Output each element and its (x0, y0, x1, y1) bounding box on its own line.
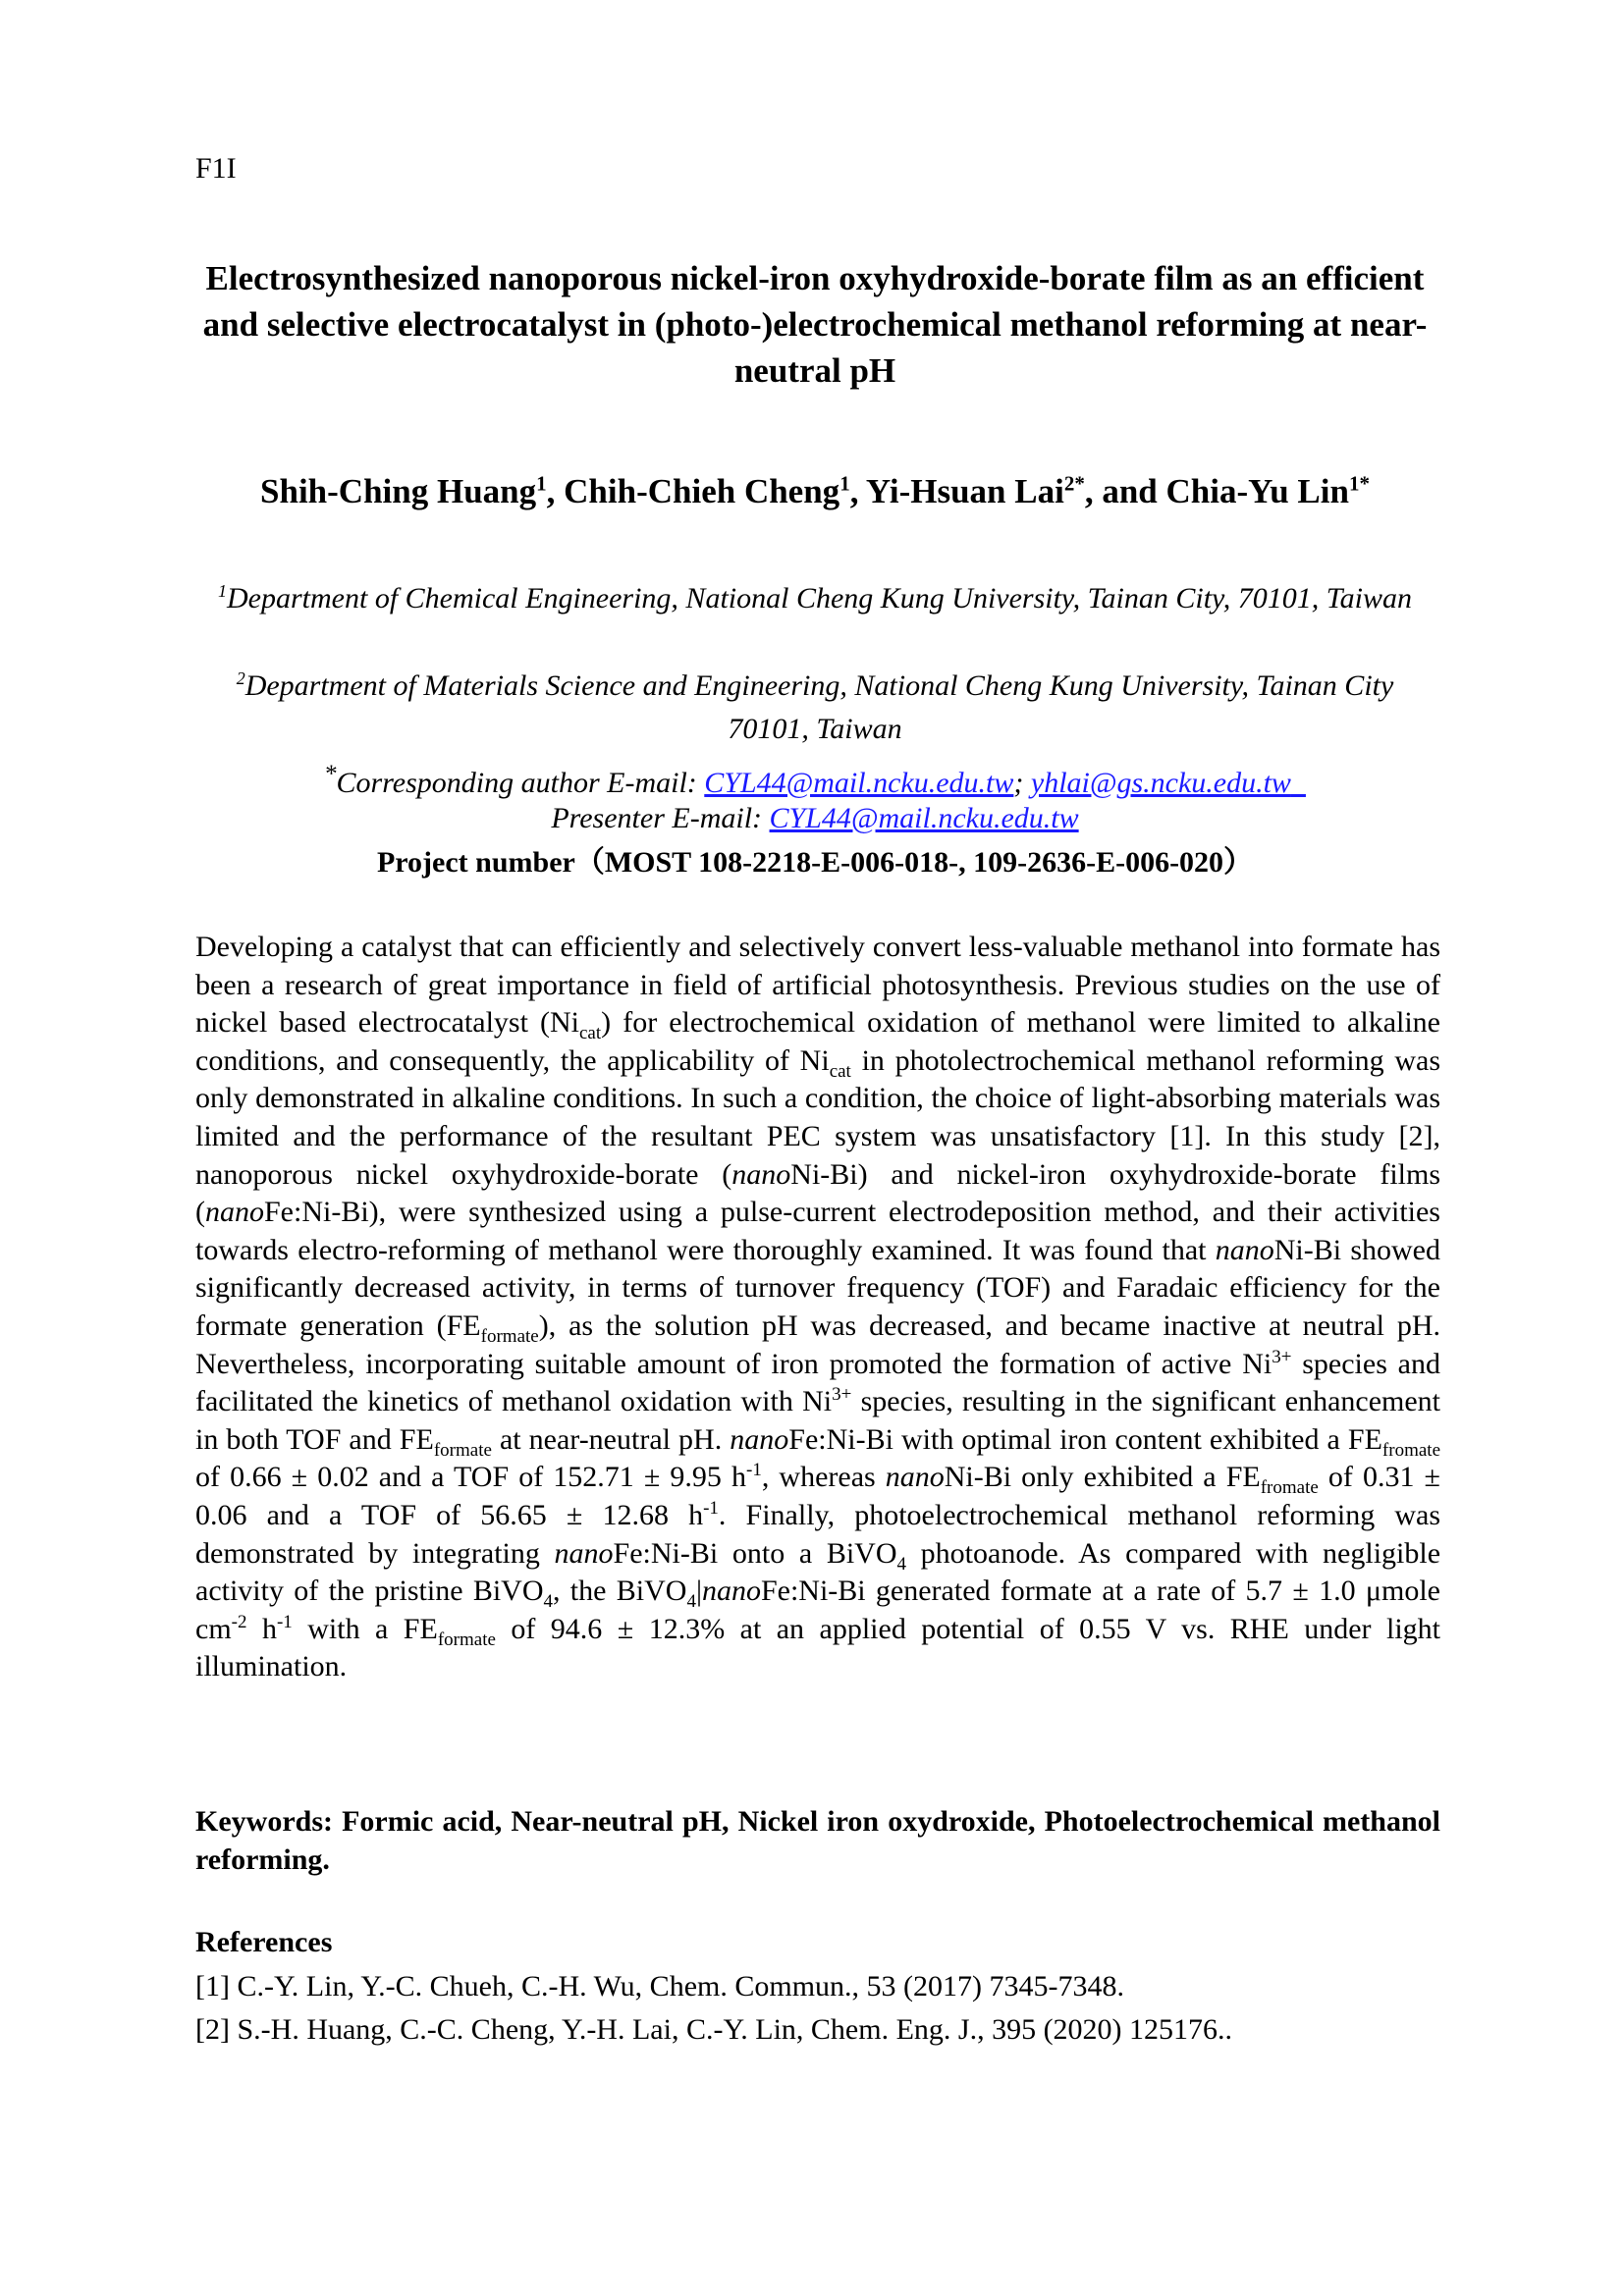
abstract-text-fragment: nano (205, 1196, 264, 1229)
abstract-text-fragment: 4 (686, 1591, 696, 1613)
abstract-text-fragment: -2 (231, 1611, 247, 1632)
presenter-email (196, 797, 1434, 840)
abstract-text-fragment: nano (731, 1157, 791, 1191)
email-link[interactable]: CYL44@mail.ncku.edu.tw (769, 802, 1079, 834)
presenter-label: Presenter E-mail: (551, 802, 770, 834)
author-name: Chih-Chieh Cheng (564, 472, 840, 510)
author-name: Yi-Hsuan Lai (865, 472, 1064, 510)
abstract-text-fragment: Ni-Bi only exhibited a FE (944, 1461, 1261, 1494)
abstract-text-fragment: Fe:Ni-Bi generated formate at a rate of 5.7 ± 1.0 μmole cm (195, 1575, 1440, 1645)
abstract-text-fragment: 3+ (1272, 1346, 1292, 1367)
project-number: Project number（MOST 108-2218-E-006-018-, 109-2636-E-006-020） (376, 846, 1254, 879)
abstract-text-fragment: ) for electrochemical oxidation of methanol were limited to alkaline conditions, and consequently, the applicability of Ni (195, 1006, 1440, 1077)
abstract-text-fragment: -1 (703, 1497, 719, 1519)
paper-title: Electrosynthesized nanoporous nickel-iron oxyhydroxide-borate film as an efficient and selective electrocatalyst in (photo-)electrochemical methanol reforming at near-neutral pH (202, 259, 1428, 390)
abstract-text-fragment: 3+ (832, 1384, 852, 1406)
email-separator: ; (1013, 767, 1031, 799)
abstract-text-fragment: -1 (276, 1611, 293, 1632)
abstract-text-fragment: at near-neutral pH. (491, 1422, 731, 1456)
abstract-text-fragment: formate (433, 1439, 492, 1461)
abstract-text-fragment: , the BiVO (553, 1575, 687, 1608)
abstract-text-fragment: Ni-Bi showed significantly decreased activity, in terms of turnover frequency (TOF) and Faradaic efficiency for the formate generation (FE (195, 1233, 1440, 1342)
abstract-text-fragment: fromate (1260, 1477, 1319, 1499)
abstract-text-fragment: . Finally, photoelectrochemical methanol reforming was demonstrated by integrating (195, 1498, 1440, 1570)
affiliation-text: Department of Chemical Engineering, National Cheng Kung University, Tainan City, 70101, Taiwan (227, 582, 1412, 614)
abstract-text-fragment: 4 (543, 1591, 553, 1613)
abstract-text-fragment: , whereas (761, 1461, 886, 1494)
affiliation-mark: 1 (218, 581, 228, 601)
abstract-text-fragment: of 94.6 ± 12.3% at an applied potential of 0.55 V vs. RHE under light illumination. (195, 1612, 1441, 1683)
author-affiliation-mark: 1 (536, 471, 547, 496)
author-name: Chia-Yu Lin (1165, 472, 1349, 510)
abstract-text-fragment: nano (554, 1536, 614, 1570)
abstract-text-fragment: formate (437, 1629, 496, 1650)
abstract-text-fragment: Fe:Ni-Bi), were synthesized using a pulse-current electrodeposition method, and their activities towards electro-reforming of methanol were thoroughly examined. It was found that (195, 1196, 1440, 1266)
affiliation-mark: 2 (236, 668, 245, 688)
affiliation-text: Department of Materials Science and Engineering, National Cheng Kung University, Tainan City 70101, Taiwan (244, 669, 1394, 745)
corresponding-mark: * (324, 761, 337, 787)
abstract-text-fragment: 4 (896, 1553, 907, 1575)
abstract-text-fragment: nano (1215, 1233, 1274, 1266)
abstract-text-fragment: Fe:Ni-Bi with optimal iron content exhibited a FE (788, 1422, 1382, 1456)
email-link[interactable]: CYL44@mail.ncku.edu.tw (704, 767, 1014, 799)
abstract-text-fragment: photoanode. As compared with negligible activity of the pristine BiVO (195, 1536, 1441, 1608)
abstract-text-fragment: with a FE (292, 1612, 438, 1645)
author-affiliation-mark: 1* (1348, 471, 1370, 496)
abstract-text-fragment: fromate (1381, 1439, 1440, 1461)
abstract-text-fragment: species and facilitated the kinetics of methanol oxidation with Ni (195, 1347, 1441, 1418)
abstract-text-fragment: nano (730, 1422, 789, 1456)
email-link[interactable]: yhlai@gs.ncku.edu.tw (1030, 767, 1291, 799)
abstract-text-fragment: cat (579, 1023, 602, 1044)
abstract-text-fragment: cat (829, 1060, 851, 1082)
abstract-text-fragment: Developing a catalyst that can efficiently and selectively convert less-valuable methanol into formate has been a research of great importance in field of artificial photosynthesis. Previous studies on the use of nickel based electrocatalyst (Ni (195, 931, 1440, 1040)
corresponding-label: Corresponding author E-mail: (336, 767, 705, 799)
references-heading: References (195, 1926, 333, 1958)
abstract-text-fragment: Ni-Bi) and nickel-iron oxyhydroxide-borate films ( (195, 1157, 1441, 1229)
abstract-text-fragment: nano (885, 1461, 945, 1494)
abstract-body (195, 929, 1440, 1686)
reference-item: [1] C.-Y. Lin, Y.-C. Chueh, C.-H. Wu, Chem. Commun., 53 (2017) 7345-7348. (195, 1970, 1124, 2002)
abstract-text-fragment: formate (480, 1325, 539, 1347)
abstract-text-fragment: species, resulting in the significant enhancement in both TOF and FE (195, 1385, 1441, 1456)
abstract-text-fragment: of 0.66 ± 0.02 and a TOF of 152.71 ± 9.95 h (195, 1461, 746, 1494)
abstract-text-fragment: nano (701, 1575, 761, 1608)
abstract-text-fragment: of 0.31 ± 0.06 and a TOF of 56.65 ± 12.68 h (195, 1461, 1440, 1531)
author-affiliation-mark: 1 (839, 471, 850, 496)
author-name: Shih-Ching Huang (260, 472, 537, 510)
keywords: Keywords: Formic acid, Near-neutral pH, Nickel iron oxydroxide, Photoelectrochemical methanol reforming. (195, 1805, 1440, 1876)
abstract-text-fragment: ), as the solution pH was decreased, and became inactive at neutral pH. Nevertheless, incorporating suitable amount of iron promoted the formation of active Ni (195, 1308, 1441, 1380)
abstract-text-fragment: Fe:Ni-Bi onto a BiVO (613, 1536, 897, 1570)
reference-item: [2] S.-H. Huang, C.-C. Cheng, Y.-H. Lai, C.-Y. Lin, Chem. Eng. J., 395 (2020) 125176.. (195, 2013, 1233, 2046)
affiliation-2 (196, 665, 1434, 751)
affiliation-1 (196, 577, 1434, 620)
abstract-text-fragment: in photolectrochemical methanol reforming was only demonstrated in alkaline conditions. In such a condition, the choice of light-absorbing materials was limited and the performance of the resultant PEC system was unsatisfactory [1]. In this study [2], nanoporous nickel oxyhydroxide-borate ( (195, 1043, 1441, 1191)
abstract-text-fragment: h (246, 1612, 277, 1645)
abstract-text-fragment: | (695, 1575, 702, 1608)
author-affiliation-mark: 2* (1063, 471, 1085, 496)
author-list: Shih-Ching Huang$^1$, Chih-Chieh Cheng$^1$, Yi-Hsuan Lai$^{2*}$, and Chia-Yu Lin$^{1*}$ (260, 471, 1370, 510)
abstract-text-fragment: -1 (746, 1460, 762, 1481)
paper-code: F1I (195, 152, 237, 185)
